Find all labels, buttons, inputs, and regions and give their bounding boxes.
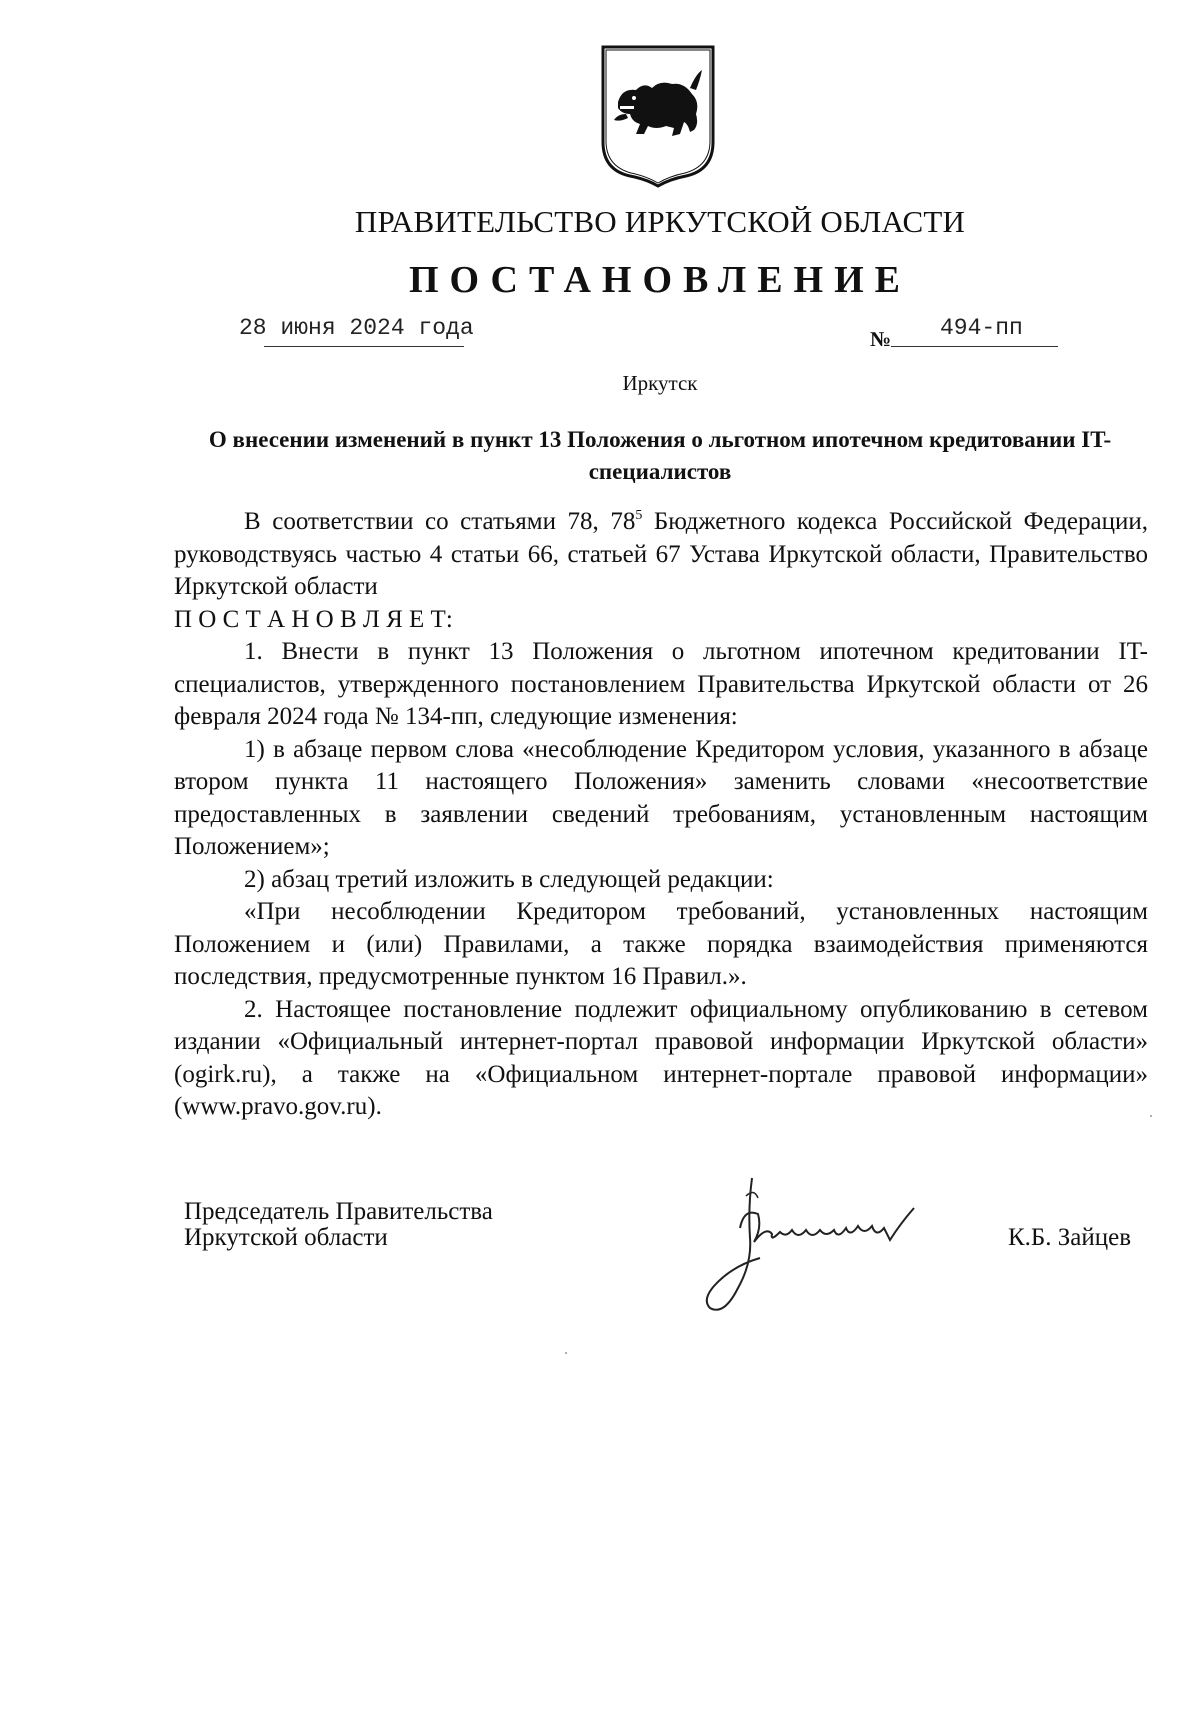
- document-title: О внесении изменений в пункт 13 Положения о льготном ипотечном кредитовании IT-специалистов: [208, 427, 1112, 484]
- document-type: ПОСТАНОВЛЕНИЕ: [408, 259, 912, 301]
- coat-of-arms-icon: [600, 44, 716, 188]
- article-superscript: 5: [635, 508, 643, 523]
- preamble: [174, 506, 1148, 604]
- signatory-position-line: Председатель Правительства: [184, 1198, 493, 1225]
- body-paragraph: 1. Внести в пункт 13 Положения о льготном ипотечном кредитовании IT-специалистов, утвержденного постановлением Правительства Иркутской области от 26 февраля 2024 года № 134-пп, следующие изменения:: [174, 638, 1148, 730]
- body-paragraph: 1) в абзаце первом слова «несоблюдение Кредитором условия, указанного в абзаце втором пункта 11 настоящего Положения» заменить словами «несоответствие предоставленных в заявлении сведений требованиям, установленным настоящим Положением»;: [174, 735, 1148, 860]
- handwritten-signature-icon: [700, 1168, 950, 1328]
- number-underline: [891, 346, 1058, 347]
- document-body: [174, 506, 1148, 1124]
- body-paragraph: 2. Настоящее постановление подлежит официальному опубликованию в сетевом издании «Официальный интернет-портал правовой информации Иркутской области» (ogirk.ru), а также на «Официальном интернет-портале правовой информации» (www.pravo.gov.ru).: [174, 995, 1148, 1120]
- document-date: 28 июня 2024 года: [239, 315, 474, 341]
- body-paragraph: «При несоблюдении Кредитором требований, установленных настоящим Положением и (или) Правилами, а также порядка взаимодействия применяются последствия, предусмотренные пунктом 16 Правил.».: [174, 898, 1148, 990]
- scan-speck: [1150, 1115, 1152, 1117]
- date-underline: [264, 346, 464, 347]
- city-name: Иркутск: [622, 371, 698, 395]
- document-number: 494-пп: [940, 315, 1023, 341]
- scan-speck: [565, 1352, 567, 1354]
- number-sign: №: [870, 327, 892, 351]
- preamble-text: В соответствии со статьями 78, 78: [244, 508, 636, 535]
- signatory-position: [184, 1199, 493, 1251]
- body-paragraph: 2) абзац третий изложить в следующей редакции:: [244, 865, 774, 893]
- government-name: ПРАВИТЕЛЬСТВО ИРКУТСКОЙ ОБЛАСТИ: [354, 204, 966, 239]
- resolves-heading: П О С Т А Н О В Л Я Е Т:: [174, 605, 453, 633]
- signatory-position-line: Иркутской области: [184, 1224, 388, 1251]
- signatory-name: К.Б. Зайцев: [1008, 1224, 1132, 1251]
- preamble-text-continued: Бюджетного кодекса Российской Федерации, руководствуясь частью 4 статьи 66, статьей 67 Устава Иркутской области, Правительство Иркутской области: [174, 508, 1148, 600]
